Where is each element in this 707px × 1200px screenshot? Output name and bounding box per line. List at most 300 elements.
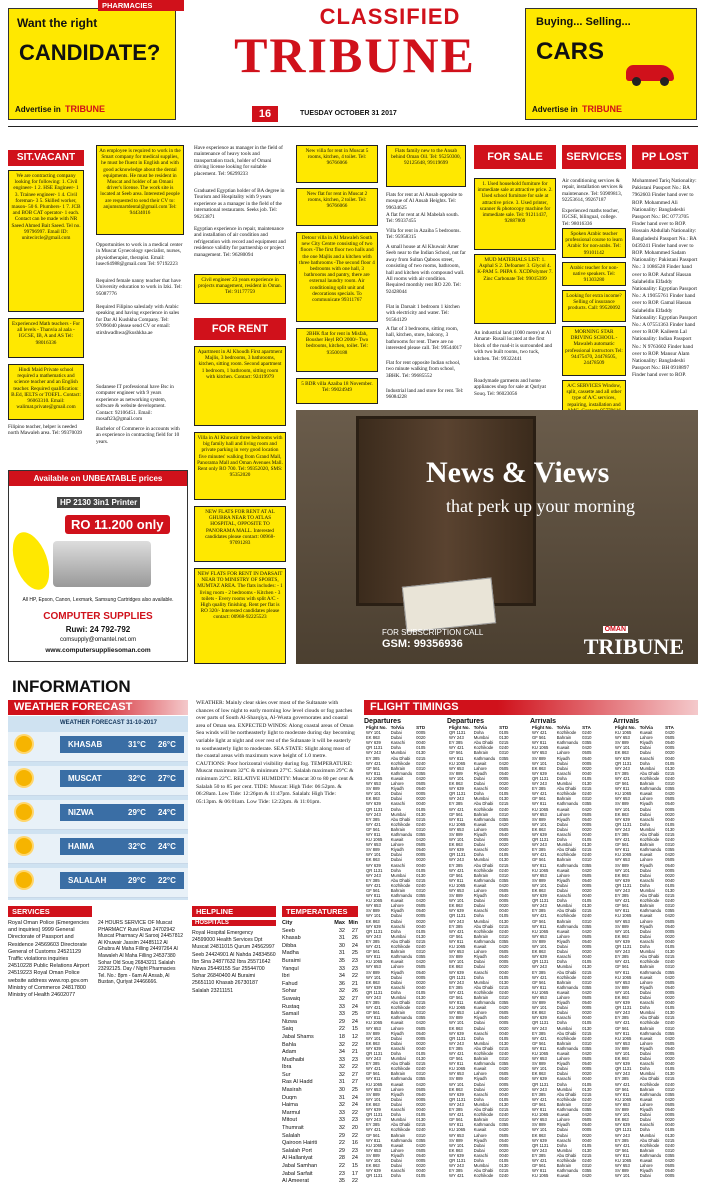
flight-cell: 0505 xyxy=(665,1163,675,1169)
flight-cell: EY 385 xyxy=(615,1137,629,1143)
flight-cell: 0130 xyxy=(582,964,592,970)
flight-cell: 0310 xyxy=(499,1056,509,1062)
computer-supplies-email: comsupply@omantel.net.om xyxy=(59,637,137,643)
flight-cell: WY 101 xyxy=(615,745,630,751)
flight-cell: 0040 xyxy=(499,908,509,914)
advertise-candidate-box[interactable] xyxy=(8,8,176,120)
flight-cell: Kozhikode xyxy=(473,1051,494,1056)
flight-cell: Dubai xyxy=(390,791,402,797)
flight-cell: Dubai xyxy=(556,1005,568,1011)
flight-cell: 0310 xyxy=(416,888,426,893)
flight-cell: 0355 xyxy=(582,923,592,929)
flight-cell: 0240 xyxy=(499,1051,509,1056)
flight-cell: 0540 xyxy=(499,831,509,837)
flight-cell: 0355 xyxy=(665,908,675,914)
temperature-cell: 30 xyxy=(338,1087,345,1094)
flight-cell: WY 639 xyxy=(366,740,381,746)
flight-cell: Mumbai xyxy=(390,811,406,817)
temperature-cell: Ibra xyxy=(282,1064,292,1071)
temperature-cell: Jabal Samhan xyxy=(282,1163,318,1169)
flight-cell: 0040 xyxy=(582,1015,592,1021)
flight-cell: WY 653 xyxy=(615,979,630,985)
flight-cell: Lahore xyxy=(473,1010,487,1016)
flight-cell: WY 101 xyxy=(449,1020,464,1026)
flight-cell: GF 561 xyxy=(449,1117,463,1123)
flight-cell: WY 639 xyxy=(532,1137,547,1143)
flight-cell: 0355 xyxy=(416,1137,426,1143)
flight-row xyxy=(364,1020,428,1025)
flight-cell: 0130 xyxy=(499,979,509,985)
flight-cell: Karachi xyxy=(556,1015,571,1021)
flight-cell: WY 243 xyxy=(366,933,381,939)
flight-row xyxy=(530,1127,594,1132)
flight-cell: SV 889 xyxy=(532,877,546,883)
flight-cell: WY 639 xyxy=(615,816,630,822)
computer-supplies-ad[interactable] xyxy=(8,470,188,662)
flight-cell: QR 1131 xyxy=(532,837,549,843)
flight-cell: EK 863 xyxy=(615,811,629,817)
temperature-row xyxy=(282,1140,358,1148)
flight-cell: Abu Dhabi xyxy=(639,954,660,960)
temperature-cell: 31 xyxy=(338,935,345,942)
flight-cell: 0020 xyxy=(665,933,675,939)
flight-cell: WY 639 xyxy=(449,969,464,975)
flight-row xyxy=(613,1026,677,1031)
flight-cell: SV 889 xyxy=(366,1030,380,1036)
flight-cell: Riyadh xyxy=(556,1122,570,1128)
temperature-cell: 21 xyxy=(351,1049,358,1056)
flight-cell: Kathmandu xyxy=(390,954,413,960)
flight-row xyxy=(613,807,677,812)
flight-cell: Dubai xyxy=(556,1010,568,1016)
temperature-cell: 27 xyxy=(351,995,358,1002)
flight-row xyxy=(530,812,594,817)
flight-cell: WY 243 xyxy=(366,811,381,817)
flight-cell: Dubai xyxy=(473,775,485,781)
flight-cell: Mumbai xyxy=(639,949,655,955)
flight-cell: 0505 xyxy=(416,964,426,970)
flight-cell: 0105 xyxy=(582,1142,592,1148)
ad-bachelor: Bachelor of Commerce in accounts with an experience in contracting field for 10 years. xyxy=(96,426,180,445)
flight-cell: WY 101 xyxy=(449,837,464,843)
flight-cell: Karachi xyxy=(473,847,488,853)
flight-cell: 0355 xyxy=(582,984,592,990)
temperature-row xyxy=(282,1064,358,1072)
flight-cell: 0355 xyxy=(665,847,675,853)
flight-cell: Doha xyxy=(473,1157,484,1163)
temperature-row xyxy=(282,996,358,1004)
flight-cell: WY 101 xyxy=(615,1051,630,1056)
flight-cell: EY 385 xyxy=(532,969,546,975)
flight-row xyxy=(447,975,511,980)
flight-cell: 0040 xyxy=(582,1076,592,1082)
temperature-row xyxy=(282,950,358,958)
flight-cell: KU 1065 xyxy=(532,1173,549,1179)
flight-cell: 0005 xyxy=(582,882,592,888)
flight-cell: SV 889 xyxy=(615,740,629,746)
flight-cell: EK 863 xyxy=(615,1056,629,1062)
weather-max: 27°C xyxy=(158,774,176,783)
flight-cell: Kuwait xyxy=(390,959,404,965)
temperature-cell: 33 xyxy=(338,965,345,972)
flight-cell: Mumbai xyxy=(473,1040,489,1046)
flight-row xyxy=(364,863,428,868)
temperature-cell: 24 xyxy=(351,1003,358,1010)
flight-cell: WY 653 xyxy=(532,994,547,1000)
flight-cell: KU 1065 xyxy=(532,867,549,873)
flight-cell: QR 1131 xyxy=(532,775,549,781)
flight-cell: 0020 xyxy=(665,872,675,878)
temperature-cell: 25 xyxy=(351,1087,358,1094)
flight-cell: Kathmandu xyxy=(556,862,579,868)
temperature-cell: 23 xyxy=(338,1170,345,1177)
flight-cell: 0505 xyxy=(665,1040,675,1046)
flight-cell: 0105 xyxy=(582,1020,592,1026)
services-heading: SERVICES xyxy=(562,145,626,169)
ad-rent-al-khoudh: Apartment in Al Khoudh First apartment Majlis, 3 bedrooms, 3 bathrooms, kitchen, sitting room. Second apartment 1 bedroom, 1 bathroom, sitting room with kitchen. Contact: 92419979 xyxy=(194,346,286,426)
candidate-box-footer xyxy=(15,104,105,114)
flight-cell: QR 1131 xyxy=(449,974,466,980)
flight-cell: 0505 xyxy=(582,750,592,756)
flight-cell: Kozhikode xyxy=(639,837,660,843)
flight-row xyxy=(447,1127,511,1132)
flight-cell: Kuwait xyxy=(639,1157,653,1163)
flight-cell: 0040 xyxy=(582,954,592,960)
flight-cell: 0505 xyxy=(416,842,426,848)
flight-cell: 0215 xyxy=(665,1076,675,1082)
flight-cell: 0020 xyxy=(499,1025,509,1031)
flight-col-header: To/Via xyxy=(556,725,570,730)
flight-cell: Dubai xyxy=(473,1142,485,1148)
flight-cell: EK 863 xyxy=(532,949,546,955)
flight-cell: QR 1131 xyxy=(366,1112,383,1118)
flight-cell: 0105 xyxy=(665,760,675,766)
temperature-cell: 22 xyxy=(351,1109,358,1116)
flight-cell: SV 889 xyxy=(615,862,629,868)
flight-cell: 0105 xyxy=(582,775,592,781)
flight-cell: Dubai xyxy=(556,1127,568,1133)
flight-cell: Riyadh xyxy=(473,1137,487,1143)
flight-cell: Dubai xyxy=(556,826,568,832)
flight-cell: 0215 xyxy=(499,923,509,929)
flight-cell: Riyadh xyxy=(390,847,404,853)
flight-cell: 0005 xyxy=(499,959,509,965)
flight-cell: 0505 xyxy=(582,1056,592,1062)
flight-row xyxy=(613,1087,677,1092)
departures-column xyxy=(447,718,528,1178)
flight-cell: WY 243 xyxy=(615,949,630,955)
flight-row xyxy=(364,1076,428,1081)
flight-row xyxy=(364,1026,428,1031)
flight-cell: Kuwait xyxy=(639,1096,653,1102)
flight-row xyxy=(447,970,511,975)
flight-cell: 0005 xyxy=(665,1173,675,1179)
flight-row xyxy=(447,924,511,929)
flight-cell: SV 889 xyxy=(615,801,629,807)
flight-row xyxy=(613,750,677,755)
flight-row xyxy=(364,970,428,975)
temperature-row xyxy=(282,988,358,996)
flight-cell: Riyadh xyxy=(556,1000,570,1006)
flight-cell: 0215 xyxy=(499,801,509,807)
flight-cell: WY 243 xyxy=(615,1071,630,1077)
flight-cell: KU 1065 xyxy=(615,974,632,980)
flight-cell: 0130 xyxy=(582,1025,592,1031)
ad-villa-khuwair: Villa in Al Khuwair three bedrooms with big family hall and living room and private parking in very good location five minutes' walking from Grand Mall, Panorama Mall and Oman Avenues Mall. Rent only RO 700. Tel: 99352020, SMS: 95352020 xyxy=(194,432,286,500)
flight-cell: Lahore xyxy=(556,1056,570,1062)
flight-cell: Lahore xyxy=(473,1132,487,1138)
flight-cell: EK 863 xyxy=(532,765,546,771)
flight-cell: WY 653 xyxy=(449,765,464,771)
flight-cell: 0240 xyxy=(665,1020,675,1026)
flight-row xyxy=(530,1020,594,1025)
flight-cell: 0240 xyxy=(665,959,675,965)
flight-cell: EY 385 xyxy=(615,893,629,899)
flight-cell: WY 421 xyxy=(615,898,630,904)
flight-cell: Lahore xyxy=(556,1117,570,1123)
flight-cell: 0040 xyxy=(416,862,426,868)
temperature-cell: 23 xyxy=(351,957,358,964)
flight-cell: 0105 xyxy=(499,852,509,858)
flight-cell: WY 653 xyxy=(615,1163,630,1169)
flight-cell: 0130 xyxy=(499,918,509,924)
flight-cell: 0130 xyxy=(499,796,509,802)
flight-cell: WY 101 xyxy=(532,821,547,827)
flight-cell: Lahore xyxy=(390,1086,404,1092)
flight-cell: SV 889 xyxy=(449,1076,463,1082)
ad-opportunities: Opportunities to work in a medical center in Muscat Gynecology specialist, nurses, physiotherapist, therapist. Email: lusec64988@gmail.com Tel: 97192223 xyxy=(96,242,183,268)
flight-cell: Kuwait xyxy=(473,1005,487,1011)
flight-cell: Kathmandu xyxy=(639,1091,662,1097)
flight-cell: WY 639 xyxy=(532,831,547,837)
flight-cell: WY 639 xyxy=(615,1000,630,1006)
flight-row xyxy=(447,863,511,868)
flight-cell: Karachi xyxy=(556,1137,571,1143)
flight-cell: Dubai xyxy=(473,837,485,843)
flight-table xyxy=(613,725,677,1178)
flight-cell: GF 561 xyxy=(615,842,629,848)
flight-cell: WY 653 xyxy=(532,1117,547,1123)
flight-cell: WY 811 xyxy=(532,1107,547,1113)
flight-row xyxy=(364,801,428,806)
flight-cell: EK 863 xyxy=(449,1025,463,1031)
flight-row xyxy=(530,964,594,969)
flight-cell: WY 653 xyxy=(615,735,630,741)
flight-cell: Doha xyxy=(473,1096,484,1102)
flight-cell: 0105 xyxy=(499,1035,509,1041)
flight-row xyxy=(613,970,677,975)
weather-city: KHASAB xyxy=(68,740,103,749)
flight-cell: WY 421 xyxy=(449,745,464,751)
temperature-row xyxy=(282,1057,358,1065)
flight-cell: EY 385 xyxy=(449,923,463,929)
flight-cell: 0355 xyxy=(416,770,426,776)
flight-cell: WY 811 xyxy=(449,1000,464,1006)
flight-cell: EK 863 xyxy=(532,1132,546,1138)
flight-cell: 0105 xyxy=(416,806,426,812)
flight-cell: 0240 xyxy=(499,989,509,995)
flight-cell: Dubai xyxy=(390,913,402,919)
ad-ac-services-2: A/C SERVICES Window, split, cassette and all other type of A/C services, repairing, installation and xyxy=(562,380,626,426)
ad-rent-5bdr: 5 BDR villa Azaiba 18 November. Tel: 99024949 xyxy=(296,378,378,404)
flight-cell: 0355 xyxy=(665,1091,675,1097)
temperature-cell: 31 xyxy=(338,950,345,957)
flight-cell: KU 1065 xyxy=(615,1096,632,1102)
weather-row-khasab xyxy=(8,732,188,762)
flight-cell: Dubai xyxy=(473,1025,485,1031)
flight-cell: KU 1065 xyxy=(449,1005,466,1011)
flight-cell: EK 863 xyxy=(449,842,463,848)
helpline-heading: HELPLINE xyxy=(192,906,276,917)
flight-cell: 0105 xyxy=(416,745,426,751)
temperature-cell: 24 xyxy=(351,942,358,949)
temperature-row xyxy=(282,1133,358,1141)
flight-cell: Riyadh xyxy=(556,1061,570,1067)
flight-cell: 0020 xyxy=(416,1163,426,1169)
temperature-row xyxy=(282,1125,358,1133)
information-title: INFORMATION xyxy=(12,677,131,696)
flight-row xyxy=(447,857,511,862)
flight-cell: 0105 xyxy=(665,821,675,827)
ad-experienced-maths: Experienced maths teacher, IGCSE, bilingual, college. Tel: 98016336 xyxy=(562,208,619,226)
flight-cell: Doha xyxy=(390,928,401,934)
flight-cell: QR 1131 xyxy=(366,928,383,934)
flight-cell: Karachi xyxy=(473,1030,488,1036)
flight-cell: Mumbai xyxy=(556,842,572,848)
temperature-cell: 33 xyxy=(338,1117,345,1124)
flight-cell: 0005 xyxy=(416,791,426,797)
flight-cell: WY 243 xyxy=(366,872,381,878)
flight-cell: KU 1065 xyxy=(366,1020,383,1026)
flight-cell: Dubai xyxy=(639,994,651,1000)
flight-cell: WY 639 xyxy=(532,1076,547,1082)
flight-cell: 0420 xyxy=(499,760,509,766)
flight-cell: 0105 xyxy=(665,1005,675,1011)
printer-model: HP 2130 3in1 Printer xyxy=(57,497,140,508)
flight-cell: 0005 xyxy=(665,989,675,995)
flight-cell: WY 101 xyxy=(532,1005,547,1011)
flight-cell: 0040 xyxy=(582,1137,592,1143)
flight-cell: 0005 xyxy=(499,837,509,843)
flight-cell: 0505 xyxy=(499,949,509,955)
flight-cell: Kozhikode xyxy=(473,745,494,751)
cartridges-badge-icon xyxy=(6,527,57,594)
flight-cell: Dubai xyxy=(473,1081,485,1087)
flight-cell: 0040 xyxy=(416,801,426,807)
temperature-cell: 29 xyxy=(338,1132,345,1139)
flight-cell: QR 1131 xyxy=(532,898,549,904)
flight-cell: EY 385 xyxy=(449,862,463,868)
temperature-cell: 22 xyxy=(338,1026,345,1033)
flight-cell: Doha xyxy=(473,730,484,736)
pp-lost-list: Mohammed Tariq Nationality: Pakistani Passport No.: BA 7962603 Finder hand over to ROP. Mohammed Ali Nationality: Bangladeshi Passport No.: BC 0773705 Finder hand over to ROP. Hossain Abdullah Nationality: Bangladeshi Passport No.: BA 0439241 Finder hand over to ROP. Mohammed Sadam Nationality: Pakistani Passport No.: 3 1086528 Finder hand over to ROP. Ashraf Hassan Salaheldin Elfaddy Nationality: Egyptian Passport No.: A 19055761 Finder hand over to ROP. Gamal Hassan Salaheldin Elfaddy Nationality: Egyptian Passport No.: A 07551363 Finder hand over to ROP. Kaileem Lal Nationality: Indian Passport No.: N 9763602 Finder hand over to ROP. Mansur Alam Nationality: Bangladeshi Passport No.: BH 0918897 Finder hand over to ROP. xyxy=(632,178,698,379)
flight-cell: Doha xyxy=(556,1142,567,1148)
flight-cell: Kuwait xyxy=(556,806,570,812)
computer-supplies-name: COMPUTER SUPPLIES xyxy=(43,611,153,622)
flight-cell: Abu Dhabi xyxy=(556,847,577,853)
flight-cell: Kathmandu xyxy=(473,1122,496,1128)
flight-cell: 0020 xyxy=(499,964,509,970)
flight-cell: Doha xyxy=(473,852,484,858)
flight-cell: Lahore xyxy=(639,1163,653,1169)
flight-cell: Abu Dhabi xyxy=(639,1015,660,1021)
flight-cell: WY 811 xyxy=(615,847,630,853)
temperature-cell: 24 xyxy=(351,1018,358,1025)
flight-cell: Karachi xyxy=(390,801,405,807)
flight-cell: Lahore xyxy=(639,857,653,863)
ad-flat-darsait: Flat in Darsait 1 bedroom 1 kitchen with electricity and water. Tel: 91564129 xyxy=(386,304,460,323)
flight-cell: Riyadh xyxy=(390,1152,404,1158)
flight-cell: KU 1065 xyxy=(366,1081,383,1087)
flight-cell: WY 639 xyxy=(366,862,381,868)
flight-cell: Kozhikode xyxy=(390,1127,411,1133)
cars-box-big-text: CARS xyxy=(536,38,605,65)
flight-cell: 0240 xyxy=(416,944,426,950)
flight-cell: WY 243 xyxy=(532,964,547,970)
flight-cell: EY 385 xyxy=(532,1152,546,1158)
temperature-cell: Salalah xyxy=(282,1132,301,1139)
temperature-cell: 33 xyxy=(338,1003,345,1010)
flight-cell: 0130 xyxy=(499,1101,509,1107)
flight-row xyxy=(530,756,594,761)
advertise-cars-box[interactable] xyxy=(525,8,697,120)
temperature-cell: Sohar xyxy=(282,988,297,995)
flight-cell: 0040 xyxy=(582,831,592,837)
flight-cell: 0130 xyxy=(582,1147,592,1153)
temperature-cell: Rustaq xyxy=(282,1003,300,1010)
flight-cell: WY 811 xyxy=(532,862,547,868)
flight-cell: Kuwait xyxy=(556,1173,570,1179)
flight-cell: SV 889 xyxy=(532,1061,546,1067)
flight-cell: Dubai xyxy=(639,1117,651,1123)
flight-cell: WY 101 xyxy=(366,1035,381,1041)
flight-cell: WY 811 xyxy=(532,923,547,929)
flight-cell: WY 421 xyxy=(532,852,547,858)
temperature-col-header: Min xyxy=(348,920,358,926)
flight-row xyxy=(613,1127,677,1132)
flight-cell: 0540 xyxy=(665,862,675,868)
flight-cell: QR 1131 xyxy=(366,1051,383,1056)
sun-icon xyxy=(16,872,32,888)
flight-cell: WY 101 xyxy=(366,1157,381,1163)
flight-cell: 0310 xyxy=(499,750,509,756)
flight-cell: Abu Dhabi xyxy=(473,862,494,868)
temperature-cell: 16 xyxy=(351,1140,358,1147)
candidate-box-title: Want the right xyxy=(17,16,98,30)
flight-cell: 0420 xyxy=(582,928,592,934)
flight-cell: QR 1131 xyxy=(449,1157,466,1163)
temperature-cell: 32 xyxy=(338,1041,345,1048)
flight-cell: WY 101 xyxy=(449,775,464,781)
news-views-promo[interactable] xyxy=(296,410,698,664)
flight-cell: 0240 xyxy=(582,974,592,980)
flight-cell: EY 385 xyxy=(615,770,629,776)
flight-cell: WY 101 xyxy=(449,1142,464,1148)
flight-cell: WY 101 xyxy=(615,1173,630,1179)
flight-cell: EK 863 xyxy=(532,1071,546,1077)
flight-cell: Abu Dhabi xyxy=(556,1030,577,1036)
flight-cell: WY 421 xyxy=(615,1081,630,1087)
flight-cell: GF 561 xyxy=(366,888,380,893)
flight-cell: Riyadh xyxy=(556,938,570,944)
flight-cell: 0215 xyxy=(582,786,592,792)
flight-cell: EY 385 xyxy=(449,740,463,746)
flight-cell: Kuwait xyxy=(556,928,570,934)
flight-cell: Bahrain xyxy=(473,1117,489,1123)
flight-cell: 0130 xyxy=(582,842,592,848)
flight-cell: Kuwait xyxy=(390,837,404,843)
temperature-row xyxy=(282,1178,358,1186)
